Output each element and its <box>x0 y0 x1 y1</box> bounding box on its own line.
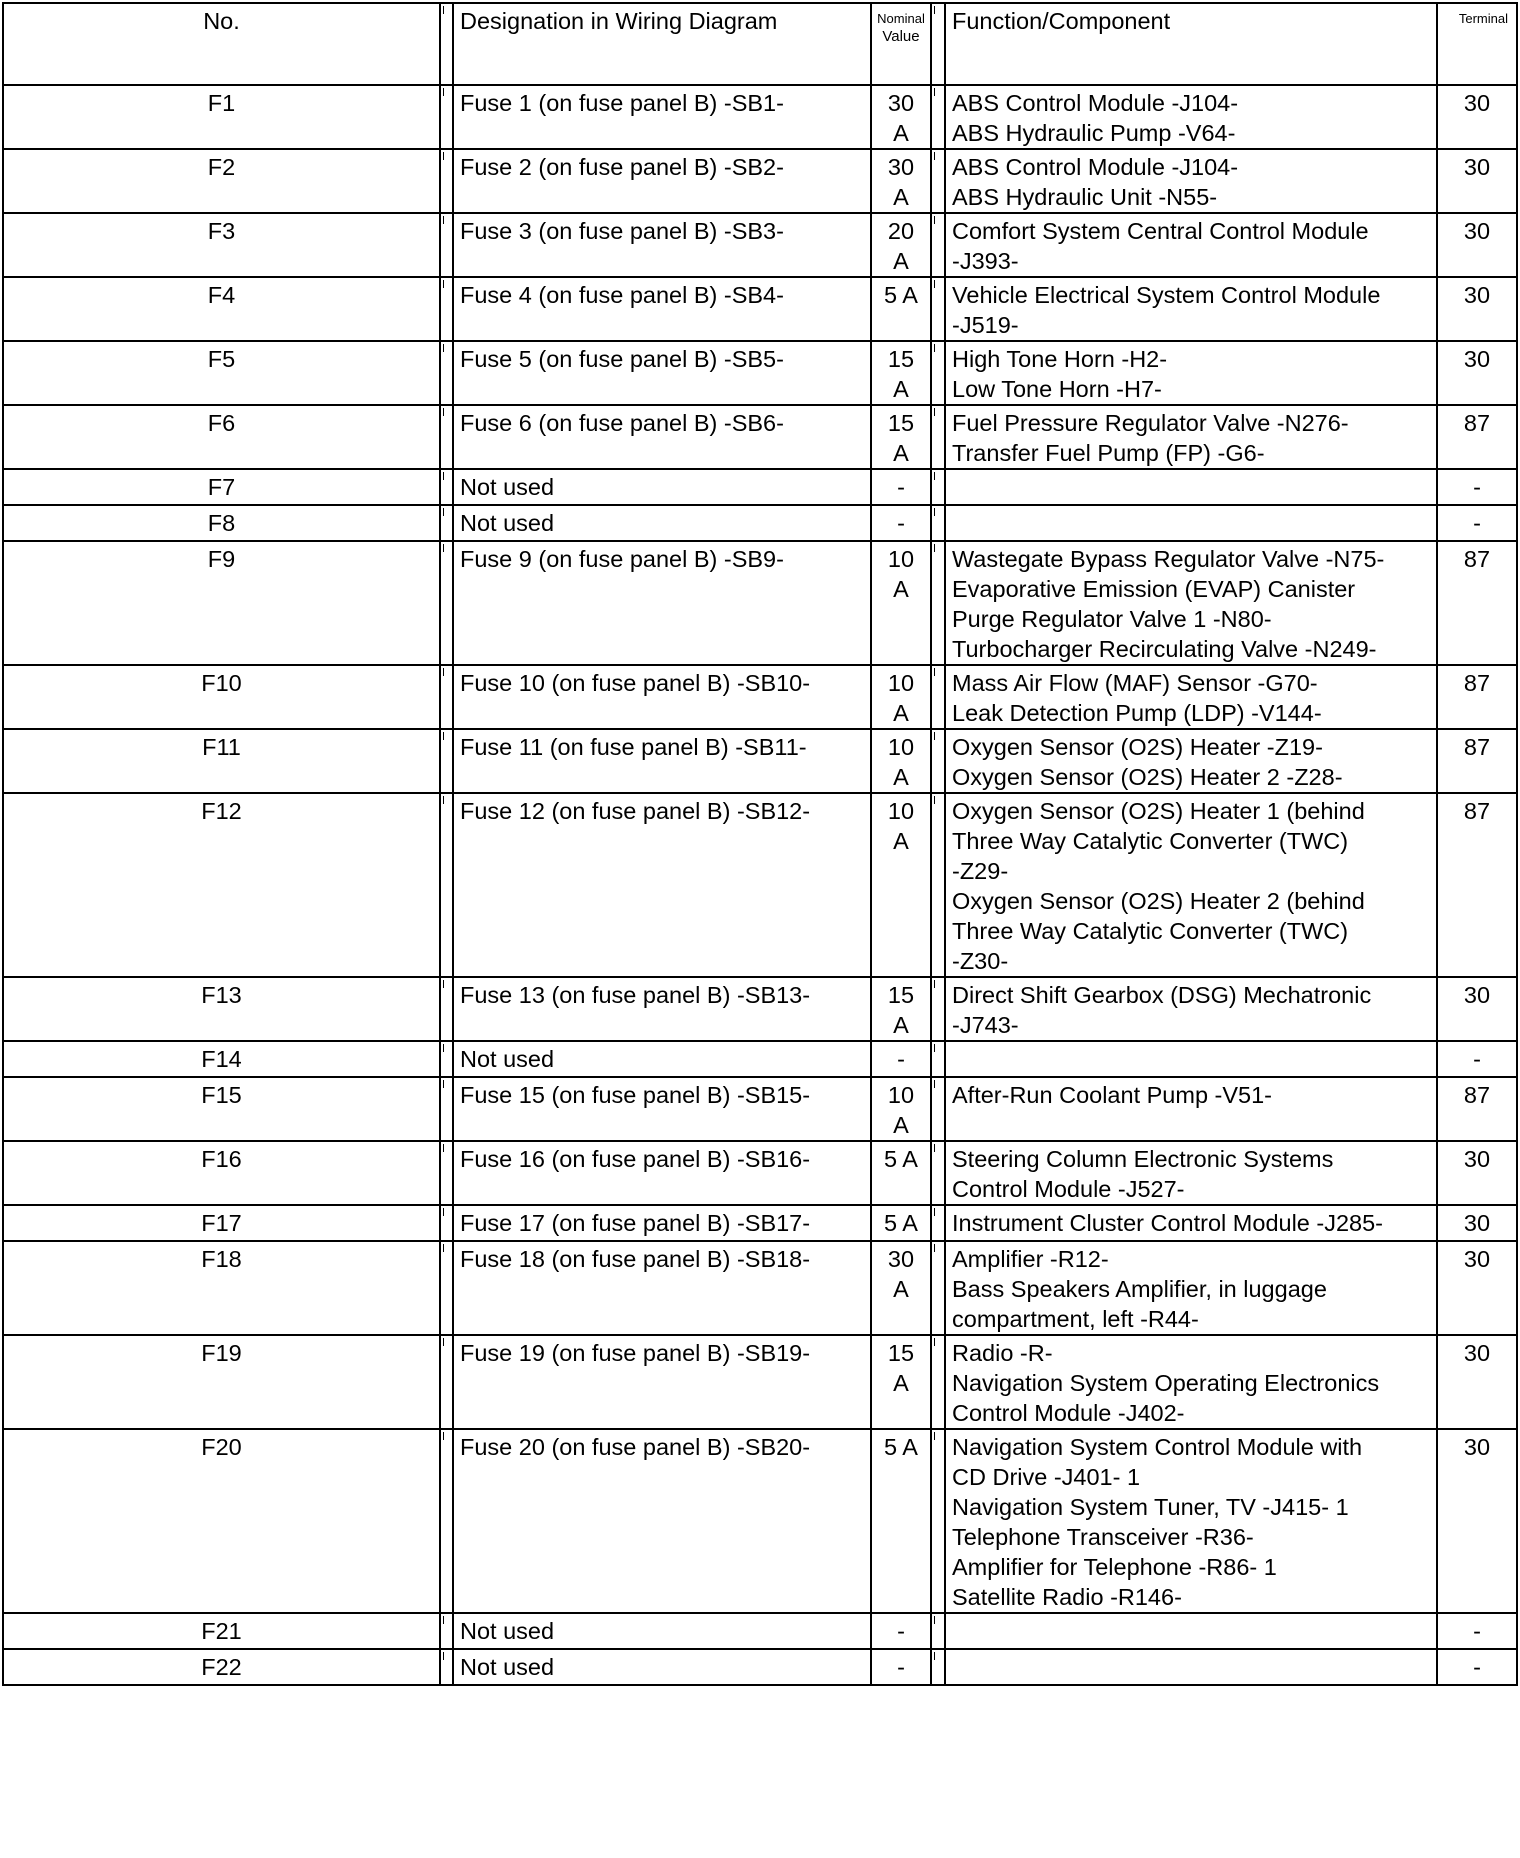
designation-cell: Fuse 13 (on fuse panel B) -SB13- <box>453 977 871 1041</box>
spacer-cell <box>440 213 453 277</box>
fuse-table <box>2 2 1518 1686</box>
nominal-value-line: A <box>893 1370 909 1396</box>
designation-cell: Fuse 1 (on fuse panel B) -SB1- <box>453 85 871 149</box>
table-row <box>3 729 1517 793</box>
terminal-cell: 30 <box>1437 149 1517 213</box>
function-line: Three Way Catalytic Converter (TWC) <box>952 918 1349 944</box>
terminal-cell: 30 <box>1437 1335 1517 1429</box>
function-cell <box>945 85 1437 149</box>
nominal-value-cell <box>871 1141 931 1205</box>
header-nominal-value <box>871 3 931 85</box>
spacer-cell <box>440 1077 453 1141</box>
spacer-cell <box>440 1429 453 1613</box>
nominal-value-cell <box>871 1041 931 1077</box>
function-line: Navigation System Tuner, TV -J415- 1 <box>952 1494 1349 1520</box>
fuse-number: F16 <box>3 1141 440 1205</box>
fuse-number: F13 <box>3 977 440 1041</box>
function-line: Amplifier for Telephone -R86- 1 <box>952 1554 1277 1580</box>
nominal-value-cell <box>871 1335 931 1429</box>
spacer-cell <box>440 665 453 729</box>
spacer-cell <box>931 1241 945 1335</box>
designation-cell: Fuse 17 (on fuse panel B) -SB17- <box>453 1205 871 1241</box>
spacer-cell <box>931 469 945 505</box>
function-line: Wastegate Bypass Regulator Valve -N75- <box>952 546 1385 572</box>
fuse-number: F21 <box>3 1613 440 1649</box>
spacer-cell <box>931 1077 945 1141</box>
nominal-value-line: 5 A <box>884 282 918 308</box>
nominal-value-line: A <box>893 440 909 466</box>
spacer-cell <box>440 505 453 541</box>
function-cell <box>945 149 1437 213</box>
nominal-value-line: 10 <box>887 546 915 572</box>
table-row <box>3 149 1517 213</box>
nominal-value-line: A <box>893 248 909 274</box>
function-line: Comfort System Central Control Module <box>952 218 1369 244</box>
function-line: Vehicle Electrical System Control Module <box>952 282 1381 308</box>
spacer-cell <box>440 277 453 341</box>
function-line: CD Drive -J401- 1 <box>952 1464 1141 1490</box>
spacer-cell <box>440 1141 453 1205</box>
nominal-value-line: - <box>897 1654 905 1680</box>
function-cell <box>945 1335 1437 1429</box>
function-cell <box>945 1649 1437 1685</box>
terminal-cell: 30 <box>1437 977 1517 1041</box>
nominal-value-line: 10 <box>887 798 915 824</box>
table-row <box>3 1041 1517 1077</box>
terminal-cell: 30 <box>1437 1429 1517 1613</box>
spacer-cell <box>931 541 945 665</box>
designation-cell: Fuse 20 (on fuse panel B) -SB20- <box>453 1429 871 1613</box>
table-row <box>3 1429 1517 1613</box>
spacer-cell <box>931 213 945 277</box>
function-line: Three Way Catalytic Converter (TWC) <box>952 828 1349 854</box>
spacer-cell <box>931 1041 945 1077</box>
function-line: Turbocharger Recirculating Valve -N249- <box>952 636 1377 662</box>
fuse-number: F6 <box>3 405 440 469</box>
terminal-cell: 87 <box>1437 793 1517 977</box>
spacer-cell <box>440 1649 453 1685</box>
designation-cell: Not used <box>453 1041 871 1077</box>
spacer-cell <box>931 1649 945 1685</box>
nominal-value-line: 5 A <box>884 1434 918 1460</box>
terminal-cell: 30 <box>1437 277 1517 341</box>
function-line: -J743- <box>952 1012 1019 1038</box>
function-line: Bass Speakers Amplifier, in luggage <box>952 1276 1327 1302</box>
nominal-value-line: A <box>893 1112 909 1138</box>
function-line: Radio -R- <box>952 1340 1053 1366</box>
spacer-cell <box>931 1205 945 1241</box>
function-line: Navigation System Operating Electronics <box>952 1370 1380 1396</box>
table-row <box>3 1241 1517 1335</box>
fuse-number: F8 <box>3 505 440 541</box>
header-spacer <box>931 3 945 85</box>
function-cell <box>945 541 1437 665</box>
spacer-cell <box>440 85 453 149</box>
spacer-cell <box>931 665 945 729</box>
nominal-value-line: 10 <box>887 670 915 696</box>
spacer-cell <box>931 505 945 541</box>
designation-cell: Fuse 11 (on fuse panel B) -SB11- <box>453 729 871 793</box>
spacer-cell <box>440 1335 453 1429</box>
designation-cell: Fuse 18 (on fuse panel B) -SB18- <box>453 1241 871 1335</box>
nominal-value-line: A <box>893 376 909 402</box>
nominal-value-cell <box>871 1077 931 1141</box>
nominal-value-line: - <box>897 1618 905 1644</box>
function-cell <box>945 1613 1437 1649</box>
table-row <box>3 541 1517 665</box>
spacer-cell <box>931 149 945 213</box>
nominal-value-cell <box>871 1429 931 1613</box>
designation-cell: Fuse 12 (on fuse panel B) -SB12- <box>453 793 871 977</box>
function-line: Amplifier -R12- <box>952 1246 1109 1272</box>
spacer-cell <box>931 1613 945 1649</box>
nominal-value-line: 10 <box>887 1082 915 1108</box>
header-no: No. <box>3 3 440 85</box>
designation-cell: Fuse 6 (on fuse panel B) -SB6- <box>453 405 871 469</box>
table-row <box>3 1649 1517 1685</box>
function-line: ABS Control Module -J104- <box>952 90 1239 116</box>
function-cell <box>945 469 1437 505</box>
fuse-number: F1 <box>3 85 440 149</box>
spacer-cell <box>931 977 945 1041</box>
function-cell <box>945 1041 1437 1077</box>
nominal-value-line: A <box>893 576 909 602</box>
nominal-value-cell <box>871 341 931 405</box>
spacer-cell <box>440 469 453 505</box>
designation-cell: Fuse 15 (on fuse panel B) -SB15- <box>453 1077 871 1141</box>
nominal-value-cell <box>871 1613 931 1649</box>
nominal-value-line: A <box>893 764 909 790</box>
table-row <box>3 505 1517 541</box>
designation-cell: Fuse 16 (on fuse panel B) -SB16- <box>453 1141 871 1205</box>
terminal-cell: 87 <box>1437 541 1517 665</box>
function-cell <box>945 341 1437 405</box>
terminal-cell: - <box>1437 1041 1517 1077</box>
function-line: -Z29- <box>952 858 1009 884</box>
designation-cell: Fuse 10 (on fuse panel B) -SB10- <box>453 665 871 729</box>
header-designation: Designation in Wiring Diagram <box>453 3 871 85</box>
nominal-value-line: 30 <box>887 90 915 116</box>
function-cell <box>945 1077 1437 1141</box>
terminal-cell: - <box>1437 505 1517 541</box>
terminal-cell: 30 <box>1437 341 1517 405</box>
nominal-value-cell <box>871 149 931 213</box>
spacer-cell <box>440 1205 453 1241</box>
spacer-cell <box>931 1141 945 1205</box>
function-cell <box>945 1241 1437 1335</box>
nominal-value-line: 15 <box>887 410 915 436</box>
function-line: Oxygen Sensor (O2S) Heater -Z19- <box>952 734 1323 760</box>
spacer-cell <box>931 729 945 793</box>
spacer-cell <box>931 341 945 405</box>
function-cell <box>945 505 1437 541</box>
spacer-cell <box>440 341 453 405</box>
spacer-cell <box>440 793 453 977</box>
function-cell <box>945 977 1437 1041</box>
terminal-cell: 87 <box>1437 665 1517 729</box>
nominal-value-line: 10 <box>887 734 915 760</box>
designation-cell: Fuse 5 (on fuse panel B) -SB5- <box>453 341 871 405</box>
nominal-value-line: 30 <box>887 1246 915 1272</box>
function-line: ABS Control Module -J104- <box>952 154 1239 180</box>
fuse-number: F9 <box>3 541 440 665</box>
function-cell <box>945 1141 1437 1205</box>
header-nominal-line2: Value <box>882 28 920 45</box>
nominal-value-cell <box>871 213 931 277</box>
terminal-cell: 30 <box>1437 1205 1517 1241</box>
spacer-cell <box>931 1429 945 1613</box>
spacer-cell <box>440 149 453 213</box>
function-line: Mass Air Flow (MAF) Sensor -G70- <box>952 670 1318 696</box>
nominal-value-cell <box>871 665 931 729</box>
function-line: ABS Hydraulic Unit -N55- <box>952 184 1218 210</box>
nominal-value-line: - <box>897 1046 905 1072</box>
nominal-value-cell <box>871 277 931 341</box>
table-row <box>3 793 1517 977</box>
function-line: After-Run Coolant Pump -V51- <box>952 1082 1273 1108</box>
function-line: Low Tone Horn -H7- <box>952 376 1162 402</box>
table-row <box>3 469 1517 505</box>
nominal-value-cell <box>871 85 931 149</box>
header-nominal-line1: Nominal <box>877 11 925 26</box>
terminal-cell: - <box>1437 1649 1517 1685</box>
spacer-cell <box>440 977 453 1041</box>
nominal-value-line: 5 A <box>884 1210 918 1236</box>
function-cell <box>945 1429 1437 1613</box>
fuse-number: F3 <box>3 213 440 277</box>
fuse-number: F15 <box>3 1077 440 1141</box>
function-line: -Z30- <box>952 948 1009 974</box>
fuse-number: F5 <box>3 341 440 405</box>
table-row <box>3 665 1517 729</box>
terminal-cell: 30 <box>1437 85 1517 149</box>
function-line: Transfer Fuel Pump (FP) -G6- <box>952 440 1265 466</box>
designation-cell: Not used <box>453 1613 871 1649</box>
designation-cell: Fuse 2 (on fuse panel B) -SB2- <box>453 149 871 213</box>
nominal-value-line: A <box>893 120 909 146</box>
function-line: Navigation System Control Module with <box>952 1434 1363 1460</box>
terminal-cell: 87 <box>1437 405 1517 469</box>
nominal-value-line: 30 <box>887 154 915 180</box>
function-line: Control Module -J402- <box>952 1400 1185 1426</box>
fuse-number: F20 <box>3 1429 440 1613</box>
nominal-value-cell <box>871 541 931 665</box>
terminal-cell: - <box>1437 469 1517 505</box>
nominal-value-cell <box>871 1649 931 1685</box>
header-spacer <box>440 3 453 85</box>
terminal-cell: 30 <box>1437 1141 1517 1205</box>
function-line: Satellite Radio -R146- <box>952 1584 1182 1610</box>
table-row <box>3 977 1517 1041</box>
fuse-number: F19 <box>3 1335 440 1429</box>
function-line: compartment, left -R44- <box>952 1306 1199 1332</box>
spacer-cell <box>931 85 945 149</box>
nominal-value-line: A <box>893 184 909 210</box>
nominal-value-line: A <box>893 828 909 854</box>
table-row <box>3 277 1517 341</box>
nominal-value-cell <box>871 469 931 505</box>
terminal-cell: 87 <box>1437 729 1517 793</box>
terminal-cell: 87 <box>1437 1077 1517 1141</box>
function-cell <box>945 405 1437 469</box>
fuse-number: F12 <box>3 793 440 977</box>
nominal-value-cell <box>871 405 931 469</box>
nominal-value-line: - <box>897 510 905 536</box>
designation-cell: Not used <box>453 469 871 505</box>
designation-cell: Not used <box>453 1649 871 1685</box>
table-row <box>3 1077 1517 1141</box>
function-cell <box>945 793 1437 977</box>
spacer-cell <box>440 405 453 469</box>
fuse-number: F10 <box>3 665 440 729</box>
function-cell <box>945 277 1437 341</box>
function-line: Leak Detection Pump (LDP) -V144- <box>952 700 1322 726</box>
function-line: Oxygen Sensor (O2S) Heater 1 (behind <box>952 798 1365 824</box>
spacer-cell <box>440 1041 453 1077</box>
function-line: Control Module -J527- <box>952 1176 1185 1202</box>
function-line: Oxygen Sensor (O2S) Heater 2 -Z28- <box>952 764 1343 790</box>
fuse-number: F2 <box>3 149 440 213</box>
nominal-value-line: - <box>897 474 905 500</box>
fuse-number: F22 <box>3 1649 440 1685</box>
nominal-value-cell <box>871 1241 931 1335</box>
spacer-cell <box>440 541 453 665</box>
spacer-cell <box>931 405 945 469</box>
fuse-number: F7 <box>3 469 440 505</box>
table-row <box>3 1141 1517 1205</box>
fuse-number: F18 <box>3 1241 440 1335</box>
designation-cell: Fuse 9 (on fuse panel B) -SB9- <box>453 541 871 665</box>
function-line: ABS Hydraulic Pump -V64- <box>952 120 1236 146</box>
table-row <box>3 1205 1517 1241</box>
nominal-value-line: 5 A <box>884 1146 918 1172</box>
function-cell <box>945 213 1437 277</box>
table-row <box>3 341 1517 405</box>
nominal-value-line: A <box>893 1276 909 1302</box>
function-line: Telephone Transceiver -R36- <box>952 1524 1254 1550</box>
table-row <box>3 85 1517 149</box>
function-cell <box>945 665 1437 729</box>
spacer-cell <box>931 277 945 341</box>
spacer-cell <box>440 1613 453 1649</box>
table-row <box>3 1335 1517 1429</box>
header-row <box>3 3 1517 85</box>
fuse-number: F14 <box>3 1041 440 1077</box>
nominal-value-cell <box>871 505 931 541</box>
function-line: -J519- <box>952 312 1019 338</box>
spacer-cell <box>440 729 453 793</box>
function-line: Instrument Cluster Control Module -J285- <box>952 1210 1384 1236</box>
function-line: Oxygen Sensor (O2S) Heater 2 (behind <box>952 888 1365 914</box>
fuse-number: F11 <box>3 729 440 793</box>
function-cell <box>945 1205 1437 1241</box>
designation-cell: Not used <box>453 505 871 541</box>
nominal-value-cell <box>871 977 931 1041</box>
table-row <box>3 213 1517 277</box>
spacer-cell <box>931 1335 945 1429</box>
function-cell <box>945 729 1437 793</box>
table-row <box>3 1613 1517 1649</box>
designation-cell: Fuse 4 (on fuse panel B) -SB4- <box>453 277 871 341</box>
function-line: Evaporative Emission (EVAP) Canister <box>952 576 1356 602</box>
fuse-number: F17 <box>3 1205 440 1241</box>
header-function: Function/Component <box>945 3 1437 85</box>
terminal-cell: 30 <box>1437 1241 1517 1335</box>
designation-cell: Fuse 19 (on fuse panel B) -SB19- <box>453 1335 871 1429</box>
nominal-value-line: 20 <box>887 218 915 244</box>
designation-cell: Fuse 3 (on fuse panel B) -SB3- <box>453 213 871 277</box>
function-line: Purge Regulator Valve 1 -N80- <box>952 606 1272 632</box>
nominal-value-line: 15 <box>887 346 915 372</box>
nominal-value-line: 15 <box>887 982 915 1008</box>
function-line: Direct Shift Gearbox (DSG) Mechatronic <box>952 982 1372 1008</box>
nominal-value-cell <box>871 793 931 977</box>
function-line: -J393- <box>952 248 1019 274</box>
function-line: Steering Column Electronic Systems <box>952 1146 1334 1172</box>
nominal-value-cell <box>871 729 931 793</box>
function-line: Fuel Pressure Regulator Valve -N276- <box>952 410 1349 436</box>
fuse-number: F4 <box>3 277 440 341</box>
table-row <box>3 405 1517 469</box>
nominal-value-cell <box>871 1205 931 1241</box>
nominal-value-line: 15 <box>887 1340 915 1366</box>
header-terminal: Terminal <box>1437 3 1517 85</box>
terminal-cell: - <box>1437 1613 1517 1649</box>
terminal-cell: 30 <box>1437 213 1517 277</box>
fuse-table-body <box>3 85 1517 1685</box>
function-line: High Tone Horn -H2- <box>952 346 1168 372</box>
nominal-value-line: A <box>893 1012 909 1038</box>
nominal-value-line: A <box>893 700 909 726</box>
spacer-cell <box>440 1241 453 1335</box>
spacer-cell <box>931 793 945 977</box>
